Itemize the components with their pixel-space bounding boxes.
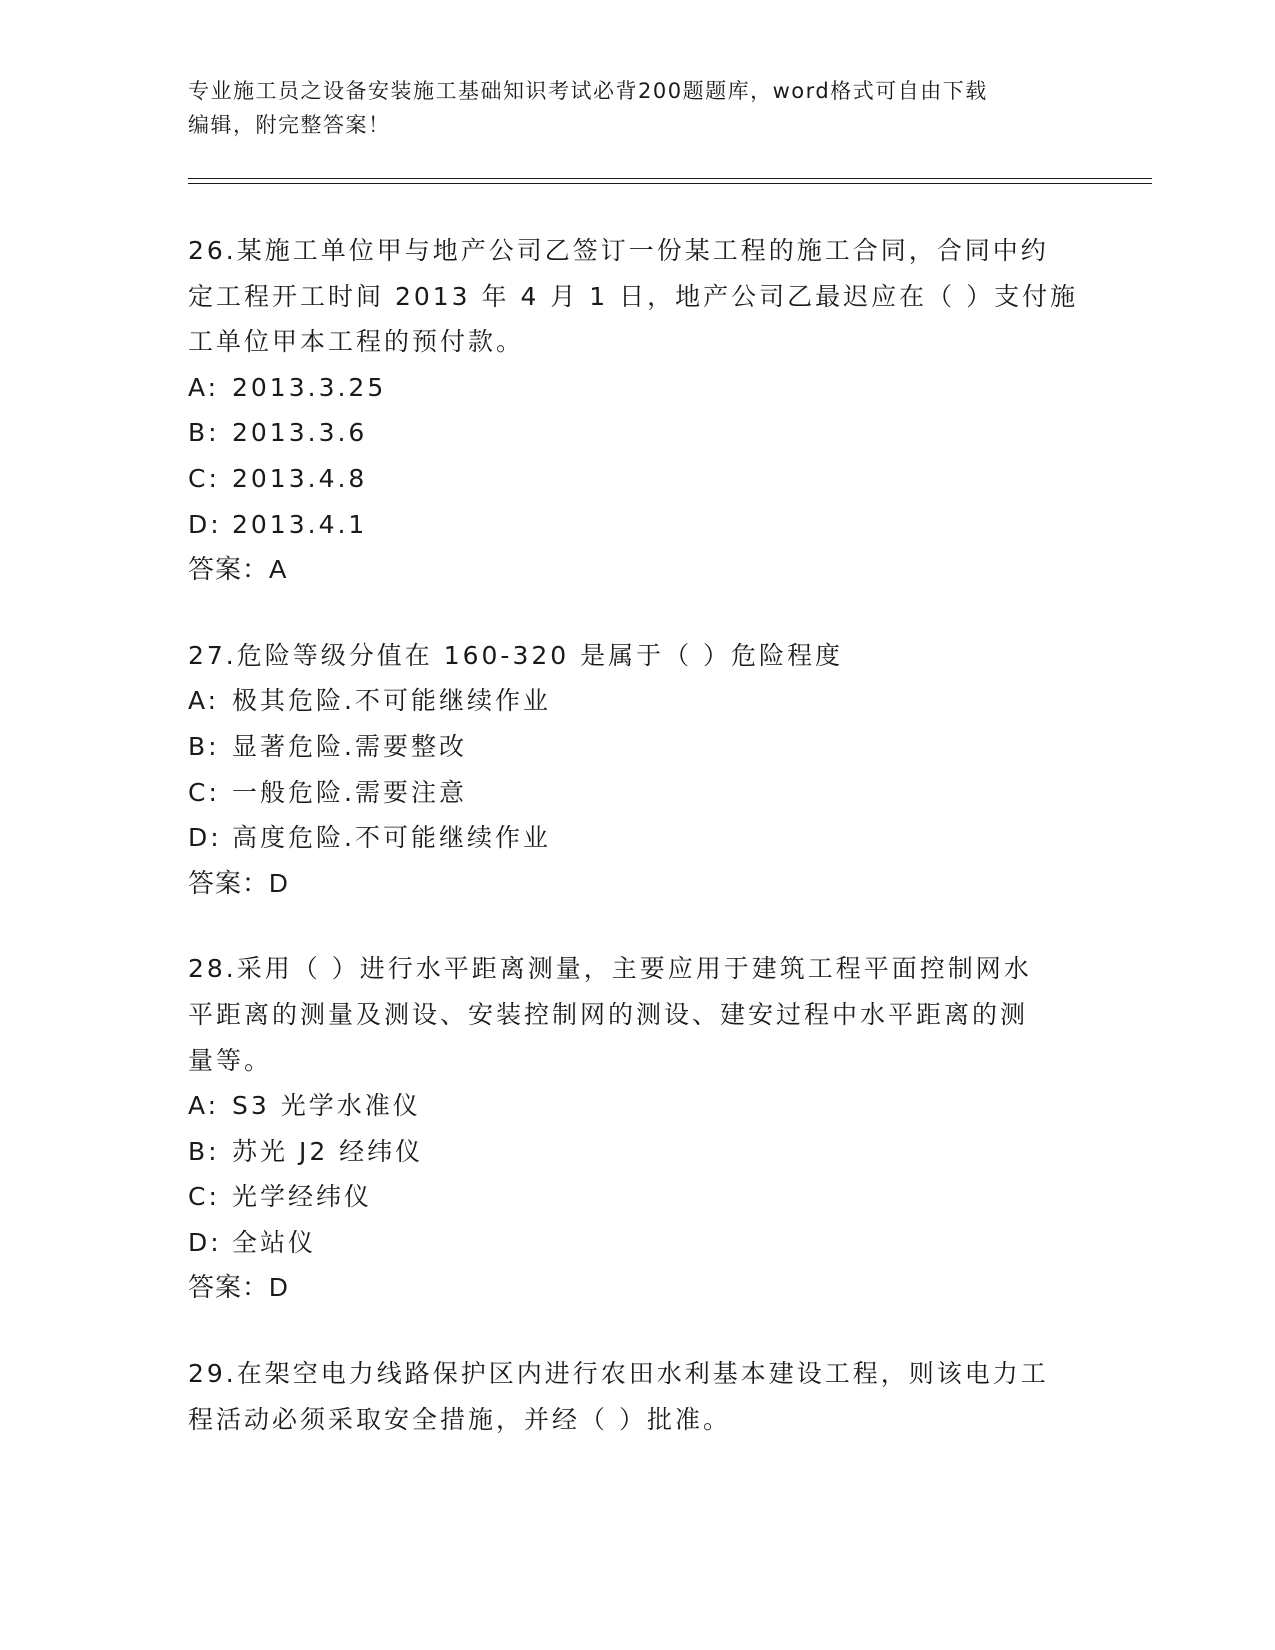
question-27-answer: 答案：D bbox=[188, 867, 289, 898]
question-28-line-3: 量等。 bbox=[188, 1045, 273, 1075]
option-text: 极其危险.不可能继续作业 bbox=[232, 686, 551, 716]
question-29-line-2: 程活动必须采取安全措施，并经（ ）批准。 bbox=[188, 1404, 731, 1434]
header-divider-top bbox=[188, 178, 1152, 179]
header-line-2: 编辑，附完整答案！ bbox=[188, 113, 391, 137]
question-27-option-d bbox=[188, 815, 1088, 861]
question-27-option-b bbox=[188, 724, 1088, 770]
option-text: 显著危险.需要整改 bbox=[232, 731, 467, 761]
option-text: 全站仪 bbox=[232, 1227, 317, 1257]
question-28-answer: 答案：D bbox=[188, 1272, 289, 1303]
question-26-option-b bbox=[188, 410, 1088, 456]
question-28-option-d bbox=[188, 1220, 1088, 1266]
question-29 bbox=[188, 1351, 1088, 1442]
option-letter: A: bbox=[188, 372, 220, 402]
question-27-option-c bbox=[188, 770, 1088, 816]
question-26-option-d bbox=[188, 502, 1088, 548]
option-text: 苏光 J2 经纬仪 bbox=[232, 1136, 424, 1166]
header-line-1: 专业施工员之设备安装施工基础知识考试必背200题题库，word格式可自由下载 bbox=[188, 79, 988, 103]
option-letter: A: bbox=[188, 686, 220, 716]
question-29-line-1: 29.在架空电力线路保护区内进行农田水利基本建设工程，则该电力工 bbox=[188, 1359, 1049, 1389]
document-header bbox=[188, 74, 1078, 142]
question-28-line-2: 平距离的测量及测设、安装控制网的测设、建安过程中水平距离的测 bbox=[188, 999, 1029, 1029]
header-divider-bottom bbox=[188, 183, 1152, 184]
question-26-option-a bbox=[188, 365, 1088, 411]
option-letter: D: bbox=[188, 1227, 222, 1257]
option-text: S3 光学水准仪 bbox=[232, 1091, 421, 1121]
question-28 bbox=[188, 946, 1088, 1311]
option-text: 2013.4.1 bbox=[232, 509, 368, 539]
question-26-line-1: 26.某施工单位甲与地产公司乙签订一份某工程的施工合同，合同中约 bbox=[188, 236, 1049, 265]
option-text: 光学经纬仪 bbox=[232, 1182, 373, 1212]
question-27 bbox=[188, 633, 1088, 907]
question-26-answer: 答案：A bbox=[188, 554, 288, 585]
question-27-option-a bbox=[188, 678, 1088, 724]
option-letter: B: bbox=[188, 731, 220, 761]
question-26-option-c bbox=[188, 456, 1088, 502]
option-text: 高度危险.不可能继续作业 bbox=[232, 823, 551, 853]
option-letter: A: bbox=[188, 1091, 220, 1121]
question-26 bbox=[188, 228, 1088, 593]
option-text: 2013.4.8 bbox=[232, 463, 368, 493]
question-list bbox=[188, 228, 1088, 1482]
option-text: 一般危险.需要注意 bbox=[232, 777, 467, 807]
option-text: 2013.3.25 bbox=[232, 372, 387, 402]
option-letter: D: bbox=[188, 823, 222, 853]
option-text: 2013.3.6 bbox=[232, 418, 368, 448]
question-28-option-b bbox=[188, 1129, 1088, 1175]
option-letter: C: bbox=[188, 1182, 220, 1212]
question-28-option-a bbox=[188, 1083, 1088, 1129]
option-letter: C: bbox=[188, 463, 220, 493]
question-28-line-1: 28.采用（ ）进行水平距离测量，主要应用于建筑工程平面控制网水 bbox=[188, 954, 1032, 984]
option-letter: C: bbox=[188, 777, 220, 807]
question-26-line-3: 工单位甲本工程的预付款。 bbox=[188, 327, 525, 357]
option-letter: D: bbox=[188, 509, 222, 539]
option-letter: B: bbox=[188, 1136, 220, 1166]
question-28-option-c bbox=[188, 1174, 1088, 1220]
question-27-line-1: 27.危险等级分值在 160-320 是属于（ ）危险程度 bbox=[188, 640, 844, 670]
option-letter: B: bbox=[188, 418, 220, 448]
question-26-line-2: 定工程开工时间 2013 年 4 月 1 日，地产公司乙最迟应在（ ）支付施 bbox=[188, 281, 1079, 311]
